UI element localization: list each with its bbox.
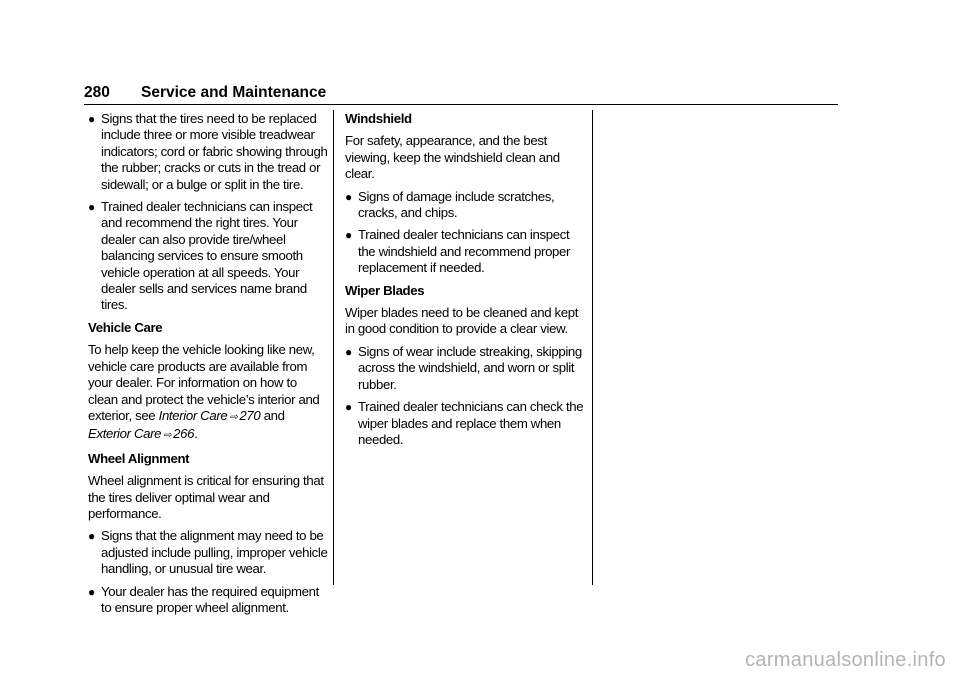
windshield-paragraph: For safety, appearance, and the best viewing, keep the windshield clean and clear. xyxy=(345,133,560,182)
vehicle-care-paragraph: To help keep the vehicle looking like new, vehicle care products are available from your dealer. For information on how to clean and protect the vehicle’s interior and exterior, see Interior Care ⇨ 270 and Exterior Care ⇨ 266. xyxy=(88,342,328,444)
list-item: ● Your dealer has the required equipment to ensure proper wheel alignment. xyxy=(88,583,319,615)
page-ref-arrow-icon: ⇨ xyxy=(163,430,172,442)
section-title: Service and Maintenance xyxy=(141,84,327,101)
page-header xyxy=(84,82,838,105)
left-column xyxy=(88,111,328,622)
wiper-blades-paragraph: Wiper blades need to be cleaned and kept in good condition to provide a clear view. xyxy=(345,305,579,337)
wheel-alignment-heading: Wheel Alignment xyxy=(88,450,190,466)
windshield-heading: Windshield xyxy=(345,111,412,126)
page-number: 280 xyxy=(84,84,110,101)
list-item: ● Trained dealer technicians can check the wiper blades and replace them when needed. xyxy=(345,399,584,447)
bullet-icon: ● xyxy=(88,112,95,126)
interior-care-link[interactable]: Interior Care ⇨ 270 xyxy=(159,408,261,423)
page-ref-arrow-icon: ⇨ xyxy=(229,411,238,423)
exterior-care-link[interactable]: Exterior Care ⇨ 266 xyxy=(88,426,194,441)
bullet-icon: ● xyxy=(345,400,352,415)
bullet-icon: ● xyxy=(88,529,95,544)
vehicle-care-heading: Vehicle Care xyxy=(88,319,163,335)
bullet-icon: ● xyxy=(88,584,95,599)
right-column xyxy=(345,111,585,454)
column-divider xyxy=(333,110,334,585)
list-item: ● Trained dealer technicians can inspect the windshield and recommend proper replacement if needed. xyxy=(345,227,571,276)
watermark-text: carmanualsonline.info xyxy=(745,649,946,671)
bullet-icon: ● xyxy=(345,228,352,243)
list-item: ● Signs that the alignment may need to be adjusted include pulling, improper vehicle handling, or unusual tire wear. xyxy=(88,528,328,577)
list-item: ● Trained dealer technicians can inspect and recommend the right tires. Your dealer can also provide tire/wheel balancing services to ensure smooth vehicle operation at all speeds. Your dealer sells and services name brand tires. xyxy=(88,199,313,313)
bullet-icon: ● xyxy=(88,200,95,215)
bullet-icon: ● xyxy=(345,344,352,359)
list-item: ● Signs of wear include streaking, skipping across the windshield, and worn or split rubber. xyxy=(345,343,582,392)
bullet-icon: ● xyxy=(345,189,352,204)
list-item: ● Signs that the tires need to be replaced include three or more visible treadwear indicators; cord or fabric showing through the rubber; cracks or cuts in the tread or sidewall; or a bulge or split in the tire. xyxy=(88,111,328,192)
wheel-alignment-paragraph: Wheel alignment is critical for ensuring that the tires deliver optimal wear and performance. xyxy=(88,473,324,521)
column-divider xyxy=(592,110,593,585)
wiper-blades-heading: Wiper Blades xyxy=(345,282,425,298)
list-item: ● Signs of damage include scratches, cracks, and chips. xyxy=(345,188,555,221)
